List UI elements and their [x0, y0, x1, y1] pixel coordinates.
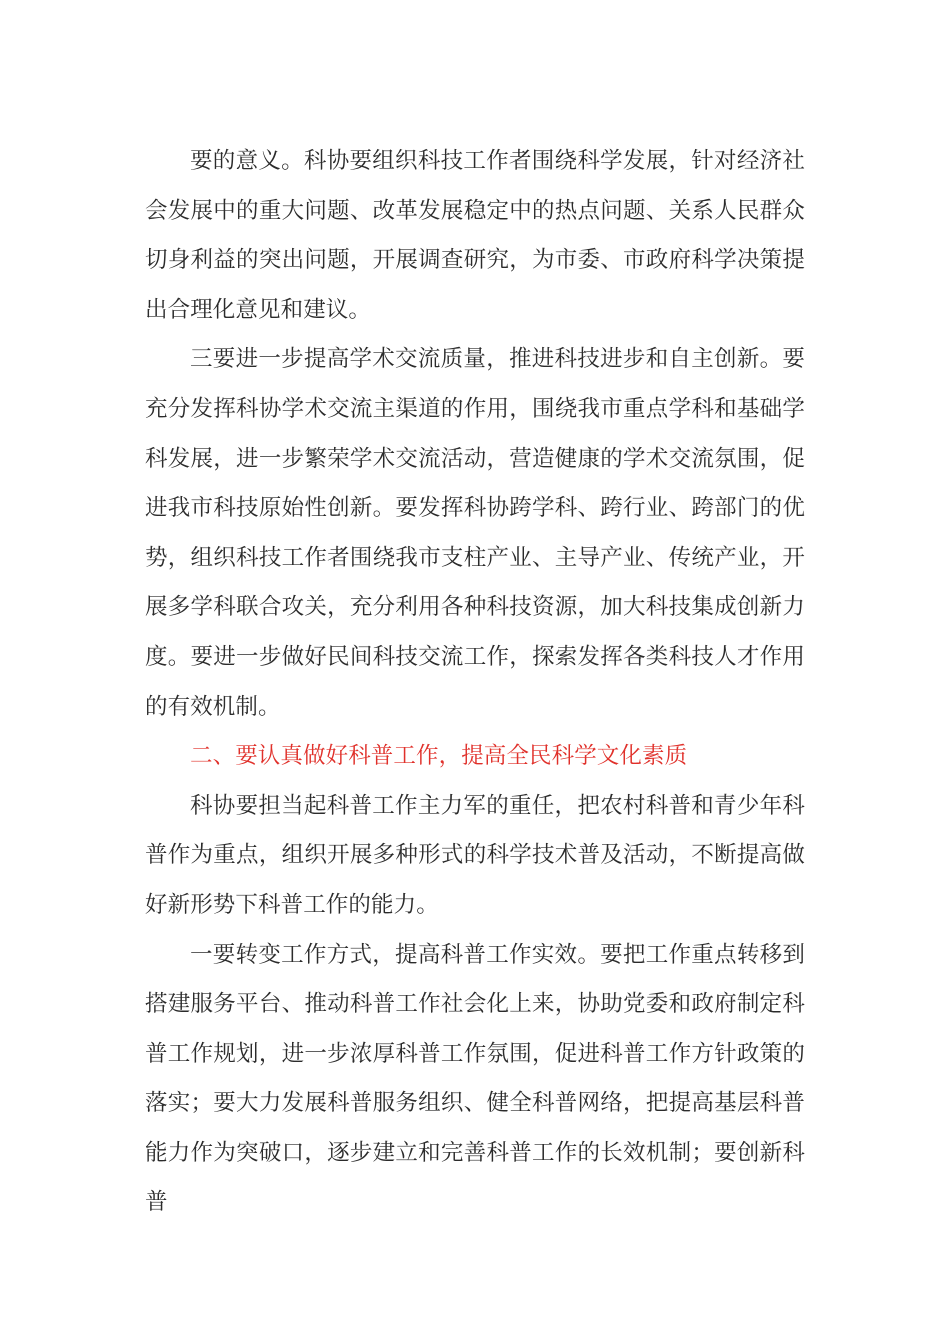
body-paragraph-science-popularization-intro: 科协要担当起科普工作主力军的重任，把农村科普和青少年科普作为重点，组织开展多种形式的科学技术普及活动，不断提高做好新形势下科普工作的能力。	[145, 792, 805, 918]
body-paragraph-significance: 要的意义。科协要组织科技工作者围绕科学发展，针对经济社会发展中的重大问题、改革发展稳定中的热点问题、关系人民群众切身利益的突出问题，开展调查研究，为市委、市政府科学决策提出合理化意见和建议。	[145, 148, 805, 323]
document-page	[145, 137, 805, 1228]
body-paragraph-academic-exchange: 三要进一步提高学术交流质量，推进科技进步和自主创新。要充分发挥科协学术交流主渠道的作用，围绕我市重点学科和基础学科发展，进一步繁荣学术交流活动，营造健康的学术交流氛围，促进我市科技原始性创新。要发挥科协跨学科、跨行业、跨部门的优势，组织科技工作者围绕我市支柱产业、主导产业、传统产业，开展多学科联合攻关，充分利用各种科技资源，加大科技集成创新力度。要进一步做好民间科技交流工作，探索发挥各类科技人才作用的有效机制。	[145, 346, 805, 720]
section-heading-science-popularization: 二、要认真做好科普工作，提高全民科学文化素质	[190, 743, 688, 770]
body-paragraph-work-method: 一要转变工作方式，提高科普工作实效。要把工作重点转移到搭建服务平台、推动科普工作社会化上来，协助党委和政府制定科普工作规划，进一步浓厚科普工作氛围，促进科普工作方针政策的落实；要大力发展科普服务组织、健全科普网络，把提高基层科普能力作为突破口，逐步建立和完善科普工作的长效机制；要创新科普	[145, 941, 805, 1216]
